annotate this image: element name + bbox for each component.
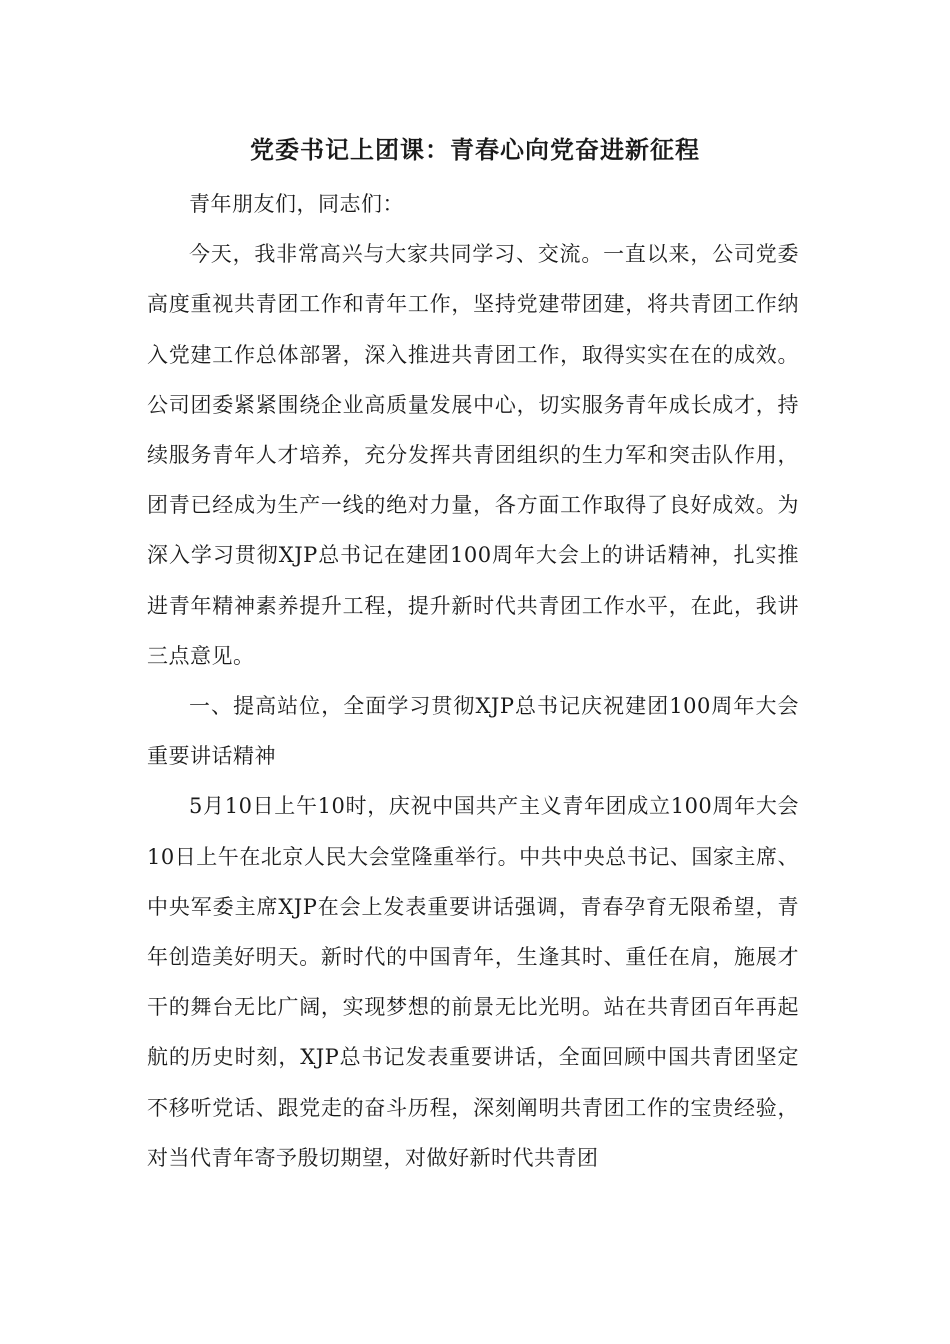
salutation-paragraph: 青年朋友们，同志们： bbox=[189, 192, 404, 216]
document-title: 党委书记上团课：青春心向党奋进新征程 bbox=[250, 135, 700, 164]
document-body bbox=[147, 179, 799, 1183]
section-1-paragraph: 5月10日上午10时，庆祝中国共产主义青年团成立100周年大会10日上午在北京人民大会堂隆重举行。中共中央总书记、国家主席、中央军委主席XJP在会上发表重要讲话强调，青春孕育无限希望，青年创造美好明天。新时代的中国青年，生逢其时、重任在肩，施展才干的舞台无比广阔，实现梦想的前景无比光明。站在共青团百年再起航的历史时刻，XJP总书记发表重要讲话，全面回顾中国共青团坚定不移听党话、跟党走的奋斗历程，深刻阐明共青团工作的宝贵经验，对当代青年寄予殷切期望，对做好新时代共青团 bbox=[147, 794, 799, 1170]
section-heading-1: 一、提高站位，全面学习贯彻XJP总书记庆祝建团100周年大会重要讲话精神 bbox=[147, 694, 799, 769]
intro-paragraph: 今天，我非常高兴与大家共同学习、交流。一直以来，公司党委高度重视共青团工作和青年工作，坚持党建带团建，将共青团工作纳入党建工作总体部署，深入推进共青团工作，取得实实在在的成效。公司团委紧紧围绕企业高质量发展中心，切实服务青年成长成才，持续服务青年人才培养，充分发挥共青团组织的生力军和突击队作用，团青已经成为生产一线的绝对力量，各方面工作取得了良好成效。为深入学习贯彻XJP总书记在建团100周年大会上的讲话精神，扎实推进青年精神素养提升工程，提升新时代共青团工作水平，在此，我讲三点意见。 bbox=[147, 242, 799, 668]
